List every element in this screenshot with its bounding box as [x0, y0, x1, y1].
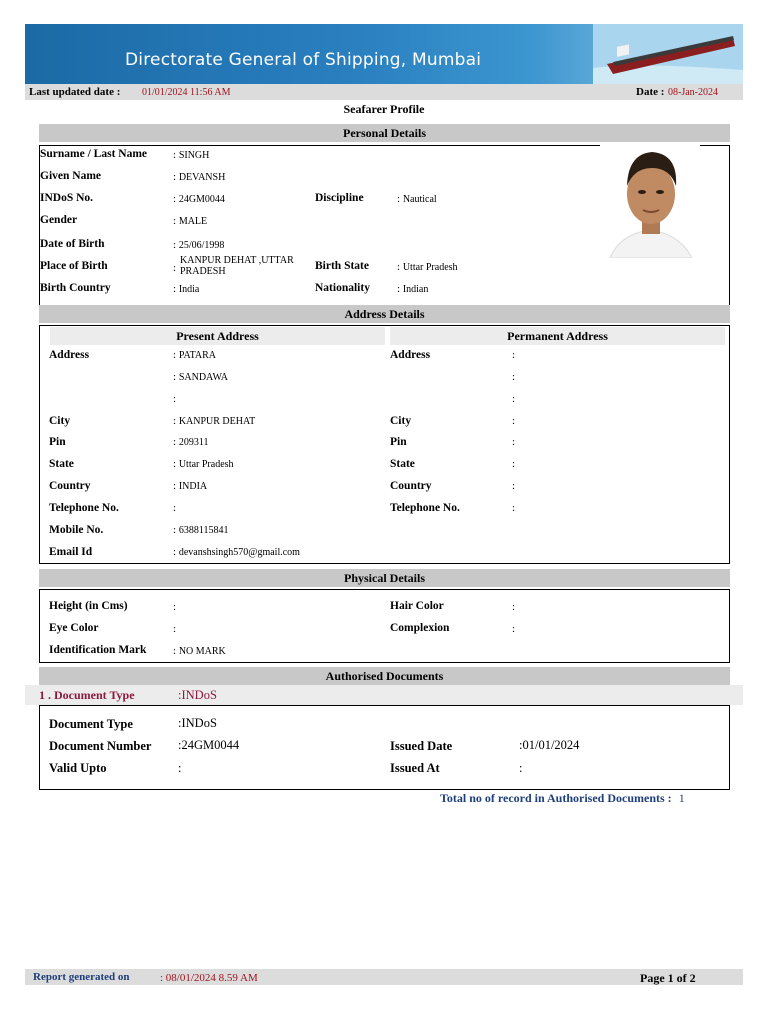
seafarer-photo	[600, 144, 700, 258]
eye-color-label: Eye Color	[49, 622, 99, 634]
document-number-value: 24GM0044	[181, 738, 240, 752]
total-records-value: 1	[678, 791, 685, 805]
present-address-heading: Present Address	[50, 327, 385, 345]
birth-country-value: India	[178, 284, 200, 295]
given-name-value: DEVANSH	[178, 172, 226, 183]
total-records-label: Total no of record in Authorised Documents :	[440, 791, 672, 805]
page-number: Page 1 of 2	[640, 971, 696, 985]
last-updated-label: Last updated date :	[29, 86, 121, 98]
indos-label: INDoS No.	[40, 192, 94, 204]
indos-value: 24GM0044	[178, 194, 225, 205]
present-city-value: KANPUR DEHAT	[178, 416, 256, 427]
nationality-value: Indian	[402, 284, 429, 295]
present-country-label: Country	[49, 480, 91, 492]
report-generated-value: : 08/01/2024 8.59 AM	[160, 972, 258, 984]
birth-state-label: Birth State	[315, 260, 369, 272]
issued-date-value: 01/01/2024	[522, 738, 580, 752]
physical-details-heading: Physical Details	[39, 569, 730, 587]
personal-details-heading: Personal Details	[39, 124, 730, 142]
height-label: Height (in Cms)	[49, 600, 128, 612]
pob-value-line2: PRADESH	[180, 266, 226, 277]
document-row-value: :INDoS	[178, 688, 217, 702]
pob-value-line1: KANPUR DEHAT ,UTTAR	[180, 255, 294, 266]
present-address-line2: SANDAWA	[178, 372, 229, 383]
present-mobile-value: 6388115841	[178, 525, 229, 536]
last-updated-value: 01/01/2024 11:56 AM	[142, 87, 231, 98]
present-country-value: INDIA	[178, 481, 208, 492]
present-mobile-label: Mobile No.	[49, 524, 104, 536]
hair-color-label: Hair Color	[390, 600, 444, 612]
present-address-line1: PATARA	[178, 350, 216, 361]
top-info-bar	[25, 84, 743, 100]
banner-title: Directorate General of Shipping, Mumbai	[125, 50, 482, 70]
present-address-label: Address	[49, 349, 90, 361]
address-details-box	[39, 325, 730, 564]
dob-value: 25/06/1998	[178, 240, 225, 251]
ship-icon	[593, 24, 743, 84]
surname-value: SINGH	[178, 150, 210, 161]
pob-label: Place of Birth	[40, 260, 108, 272]
present-pin-label: Pin	[49, 436, 66, 448]
footer-bar	[25, 969, 743, 985]
dob-label: Date of Birth	[40, 238, 105, 250]
birth-country-label: Birth Country	[40, 282, 111, 294]
document-type-value: INDoS	[181, 716, 217, 730]
issued-at-label: Issued At	[390, 761, 440, 775]
present-telephone-label: Telephone No.	[49, 502, 119, 514]
permanent-telephone-label: Telephone No.	[390, 502, 460, 514]
present-city-label: City	[49, 415, 71, 427]
document-row-label: 1 . Document Type	[39, 688, 135, 702]
date-value: 08-Jan-2024	[668, 87, 718, 98]
present-state-label: State	[49, 458, 74, 470]
gender-value: MALE	[178, 216, 208, 227]
date-label: Date :	[636, 86, 665, 98]
document-row	[25, 685, 743, 705]
permanent-address-label: Address	[390, 349, 431, 361]
nationality-label: Nationality	[315, 282, 370, 294]
permanent-pin-label: Pin	[390, 436, 407, 448]
present-state-value: Uttar Pradesh	[178, 459, 234, 470]
birth-state-value: Uttar Pradesh	[402, 262, 458, 273]
discipline-label: Discipline	[315, 192, 364, 204]
document-type-label: Document Type	[49, 717, 133, 731]
permanent-address-heading: Permanent Address	[390, 327, 725, 345]
authorised-documents-heading: Authorised Documents	[39, 667, 730, 685]
report-generated-label: Report generated on	[33, 971, 130, 983]
given-name-label: Given Name	[40, 170, 102, 182]
header-banner	[25, 24, 743, 84]
present-email-label: Email Id	[49, 546, 93, 558]
present-email-value: devanshsingh570@gmail.com	[178, 547, 300, 558]
valid-upto-label: Valid Upto	[49, 761, 107, 775]
identification-mark-label: Identification Mark	[49, 644, 147, 656]
permanent-state-label: State	[390, 458, 415, 470]
total-records	[440, 791, 685, 806]
complexion-label: Complexion	[390, 622, 450, 634]
identification-mark-value: NO MARK	[178, 646, 226, 657]
address-details-heading: Address Details	[39, 305, 730, 323]
permanent-country-label: Country	[390, 480, 432, 492]
page-title: Seafarer Profile	[343, 102, 425, 116]
permanent-city-label: City	[390, 415, 412, 427]
present-pin-value: 209311	[178, 437, 209, 448]
issued-date-label: Issued Date	[390, 739, 453, 753]
document-number-label: Document Number	[49, 739, 152, 753]
surname-label: Surname / Last Name	[40, 148, 148, 160]
gender-label: Gender	[40, 214, 78, 226]
discipline-value: Nautical	[402, 194, 437, 205]
